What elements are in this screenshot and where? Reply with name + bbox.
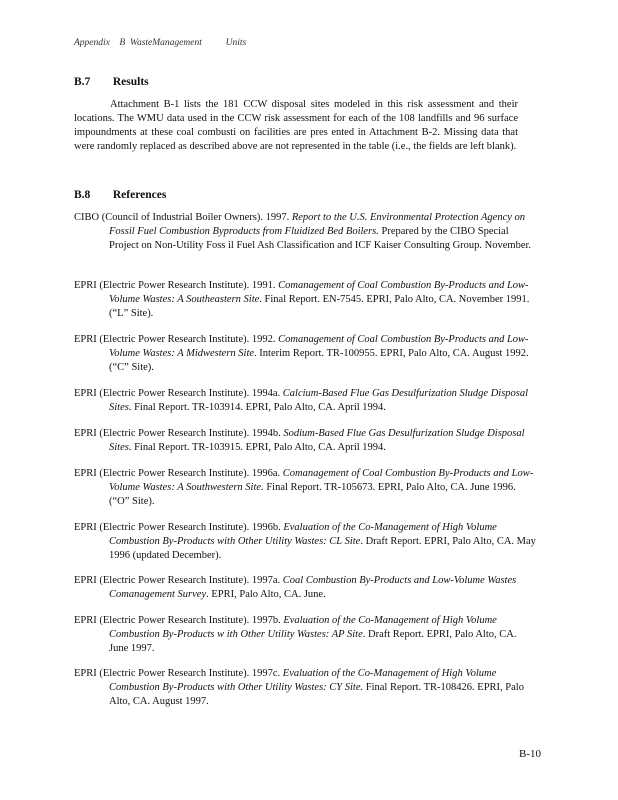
reference-entry: EPRI (Electric Power Research Institute). 1996b. Evaluation of the Co-Management of High Volume Combustion By-Products with Other Utility Wastes: CL Site. Draft Report. EPRI, Palo Alto, CA. May 1996 (updated December). [74,522,536,561]
results-paragraph: Attachment B-1 lists the 181 CCW disposal sites modeled in this risk assessment and their locations. The WMU data used in the CCW risk assessment for each of the 108 landfills and 96 surface impoundments at these coal combusti on facilities are pres ented in Attachment B-2. Missing data that were randomly replaced as described above are not represented in the table (i.e., the fields are left blank). [74,99,518,152]
section-title: References [112,189,167,201]
reference-entry: EPRI (Electric Power Research Institute). 1996a. Comanagement of Coal Combustion By-Products and Low-Volume Wastes: A Southwestern Site. Final Report. TR-105673. EPRI, Palo Alto, CA. June 1996. (“O” Site). [74,468,534,507]
section-heading-references [74,189,166,201]
page-number: B-10 [519,748,541,760]
reference-entry: CIBO (Council of Industrial Boiler Owners). 1997. Report to the U.S. Environmental Protection Agency on Fossil Fuel Combustion Byproducts from Fluidized Bed Boilers. Prepared by the CIBO Special Project on Non-Utility Foss il Fuel Ash Classification and ICF Kaiser Consulting Group. November. [74,212,532,251]
section-number: B.7 [74,76,91,88]
reference-entry: EPRI (Electric Power Research Institute). 1997a. Coal Combustion By-Products and Low-Volume Wastes Comanagement Survey. EPRI, Palo Alto, CA. June. [74,575,517,600]
reference-entry: EPRI (Electric Power Research Institute). 1991. Comanagement of Coal Combustion By-Products and Low-Volume Wastes: A Southeastern Site. Final Report. EN-7545. EPRI, Palo Alto, CA. November 1991. (“L” Site). [74,280,530,319]
section-title: Results [112,76,149,88]
reference-entry: EPRI (Electric Power Research Institute). 1994a. Calcium-Based Flue Gas Desulfurization Sludge Disposal Sites. Final Report. TR-103914. EPRI, Palo Alto, CA. April 1994. [74,388,529,413]
reference-entry: EPRI (Electric Power Research Institute). 1997c. Evaluation of the Co-Management of High Volume Combustion By-Products with Other Utility Wastes: CY Site. Final Report. TR-108426. EPRI, Palo Alto, CA. August 1997. [74,668,524,707]
reference-entry: EPRI (Electric Power Research Institute). 1994b. Sodium-Based Flue Gas Desulfurization Sludge Disposal Sites. Final Report. TR-103915. EPRI, Palo Alto, CA. April 1994. [74,428,525,453]
section-number: B.8 [74,189,91,201]
section-heading-results [74,76,149,88]
reference-entry: EPRI (Electric Power Research Institute). 1997b. Evaluation of the Co-Management of High Volume Combustion By-Products w ith Other Utility Wastes: AP Site. Draft Report. EPRI, Palo Alto, CA. June 1997. [74,615,517,654]
reference-entry: EPRI (Electric Power Research Institute). 1992. Comanagement of Coal Combustion By-Products and Low-Volume Wastes: A Midwestern Site. Interim Report. TR-100955. EPRI, Palo Alto, CA. August 1992. (“C” Site). [74,334,529,373]
running-header: Appendix B WasteManagement Units [74,38,247,48]
